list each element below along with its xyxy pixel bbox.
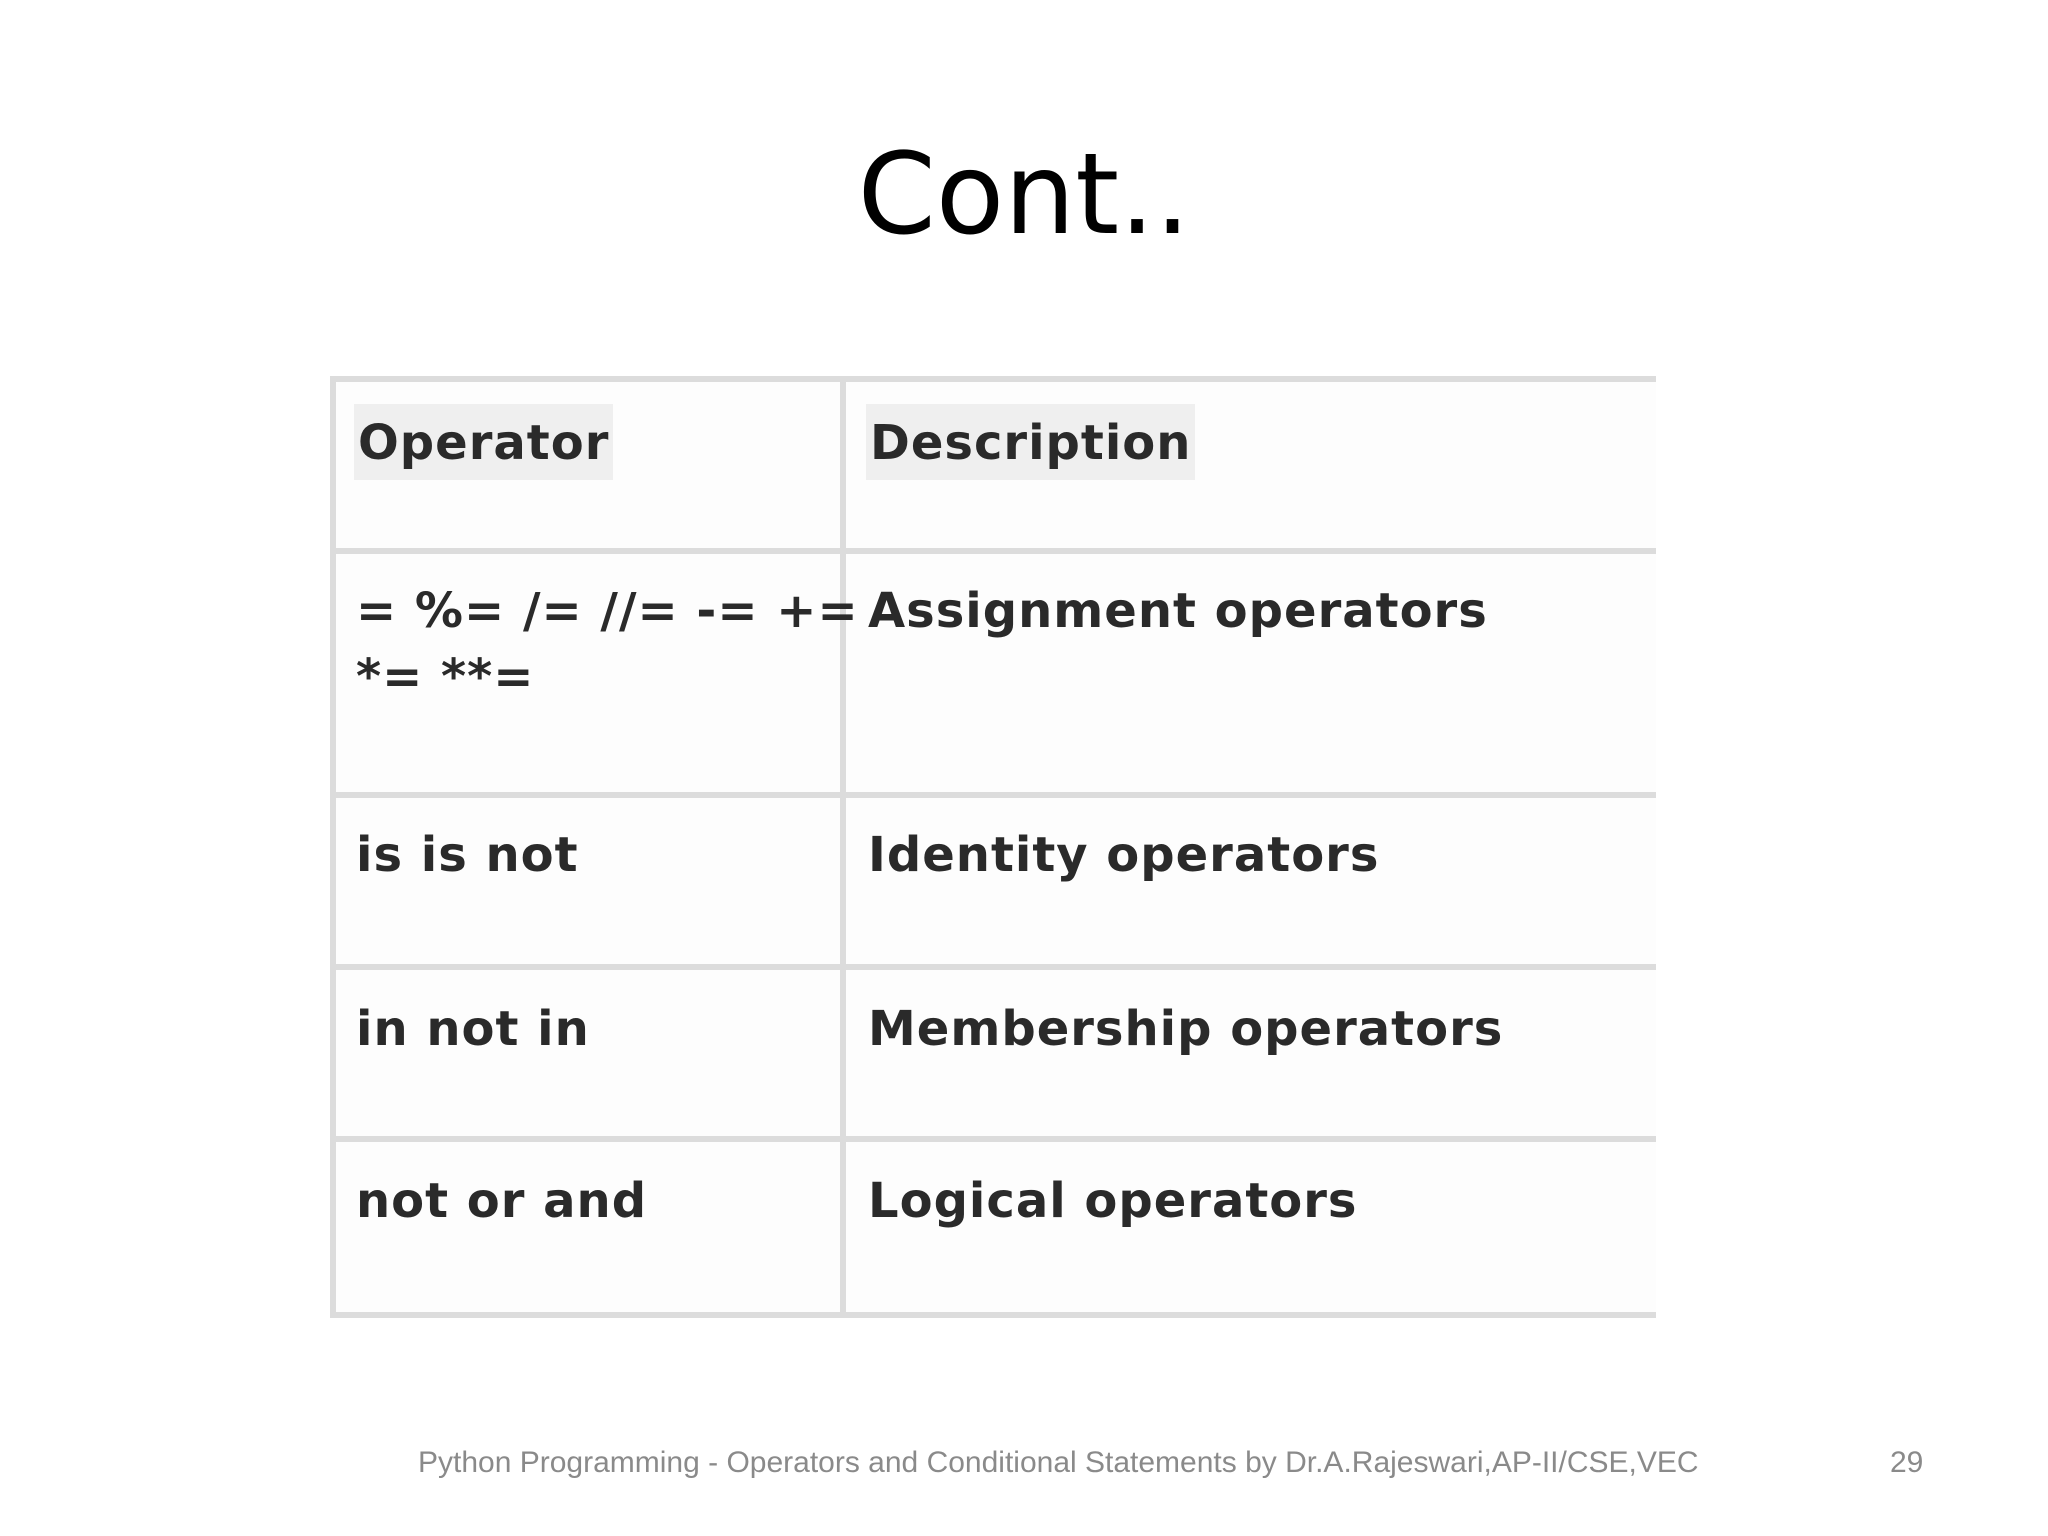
slide-footer: Python Programming - Operators and Conditional Statements by Dr.A.Rajeswari,AP-II/CSE,VEC <box>418 1446 1699 1479</box>
table-border-left <box>330 376 336 1318</box>
page-number: 29 <box>1890 1446 1924 1479</box>
description-cell: Membership operators <box>868 1001 1504 1057</box>
description-cell: Logical operators <box>868 1173 1358 1229</box>
slide-title: Cont.. <box>857 130 1191 260</box>
description-cell: Assignment operators <box>868 583 1488 639</box>
table-row-divider <box>330 964 1656 970</box>
operator-cell: not or and <box>356 1173 648 1229</box>
table-row-divider <box>330 548 1656 554</box>
operator-cell: is is not <box>356 827 579 883</box>
table-header-description: Description <box>866 404 1195 480</box>
table-row-divider <box>330 1136 1656 1142</box>
operator-table <box>330 376 1656 1318</box>
operator-cell: in not in <box>356 1001 590 1057</box>
description-cell: Identity operators <box>868 827 1380 883</box>
table-header-operator: Operator <box>354 404 613 480</box>
table-row-divider <box>330 792 1656 798</box>
table-border-top <box>330 376 1656 382</box>
operator-cell-line: *= **= <box>356 649 535 705</box>
operator-cell-line: = %= /= //= -= += <box>356 583 859 639</box>
table-border-bottom <box>330 1312 1656 1318</box>
table-column-divider <box>840 376 846 1318</box>
